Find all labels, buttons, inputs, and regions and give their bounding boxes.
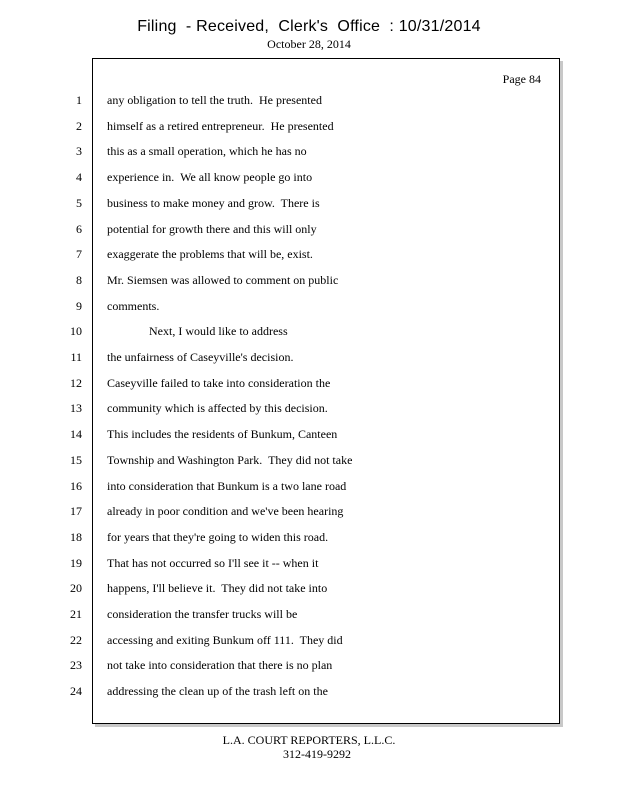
filing-stamp: Filing - Received, Clerk's Office : 10/31/2014 [137,18,481,35]
line-number: 2 [76,118,82,133]
line-number: 19 [70,555,82,570]
transcript-line: Township and Washington Park. They did not take [107,452,353,467]
court-reporter-name: L.A. COURT REPORTERS, L.L.C. [222,733,396,747]
transcript-line: for years that they're going to widen this road. [107,529,329,544]
transcript-line: any obligation to tell the truth. He presented [107,93,322,107]
transcript-line: the unfairness of Caseyville's decision. [107,350,294,364]
line-number: 15 [70,452,82,467]
transcript-line: Mr. Siemsen was allowed to comment on public [107,272,339,287]
transcript-line: exaggerate the problems that will be, exist. [107,247,313,262]
line-number: 1 [76,93,82,107]
transcript-line: happens, I'll believe it. They did not take into [107,581,328,596]
transcript-line: himself as a retired entrepreneur. He presented [107,118,334,133]
transcript-line: this as a small operation, which he has no [107,144,307,159]
line-number: 12 [70,375,82,390]
line-number: 16 [70,478,82,493]
line-number: 23 [70,658,82,673]
transcript-line: experience in. We all know people go into [107,170,313,185]
transcript-line: Caseyville failed to take into consideration the [107,375,331,390]
line-number: 17 [70,504,82,519]
transcript-line: not take into consideration that there is no plan [107,658,333,673]
transcript-line: into consideration that Bunkum is a two lane road [107,478,347,493]
line-number: 8 [76,272,82,287]
transcript-line: business to make money and grow. There is [107,195,320,210]
page-number: Page 84 [502,72,541,86]
line-number: 14 [70,427,82,442]
transcript-line: addressing the clean up of the trash left on the [107,684,328,699]
transcript-line: comments. [107,298,160,313]
court-reporter-phone: 312-419-9292 [283,747,351,761]
line-number: 9 [76,298,82,313]
line-number: 11 [70,350,82,364]
transcript-line: already in poor condition and we've been hearing [107,504,344,519]
line-number: 18 [70,529,82,544]
transcript-line: accessing and exiting Bunkum off 111. They did [107,632,343,647]
transcript-line: That has not occurred so I'll see it -- when it [107,555,319,570]
line-number: 10 [70,324,82,339]
transcript-line: potential for growth there and this will only [107,221,317,236]
line-number: 4 [76,170,82,185]
line-number: 22 [70,632,82,647]
transcript-date: October 28, 2014 [267,37,351,51]
line-number: 20 [70,581,82,596]
transcript-line: consideration the transfer trucks will be [107,607,298,621]
transcript-line: This includes the residents of Bunkum, Canteen [107,427,338,442]
transcript-line: community which is affected by this decision. [107,401,328,416]
transcript-line: Next, I would like to address [107,324,288,339]
line-number: 5 [76,195,82,210]
line-number: 21 [70,607,82,621]
line-number: 13 [70,401,82,416]
line-number: 3 [76,144,82,159]
line-number: 24 [70,684,82,699]
line-number: 7 [76,247,82,262]
line-number: 6 [76,221,82,236]
